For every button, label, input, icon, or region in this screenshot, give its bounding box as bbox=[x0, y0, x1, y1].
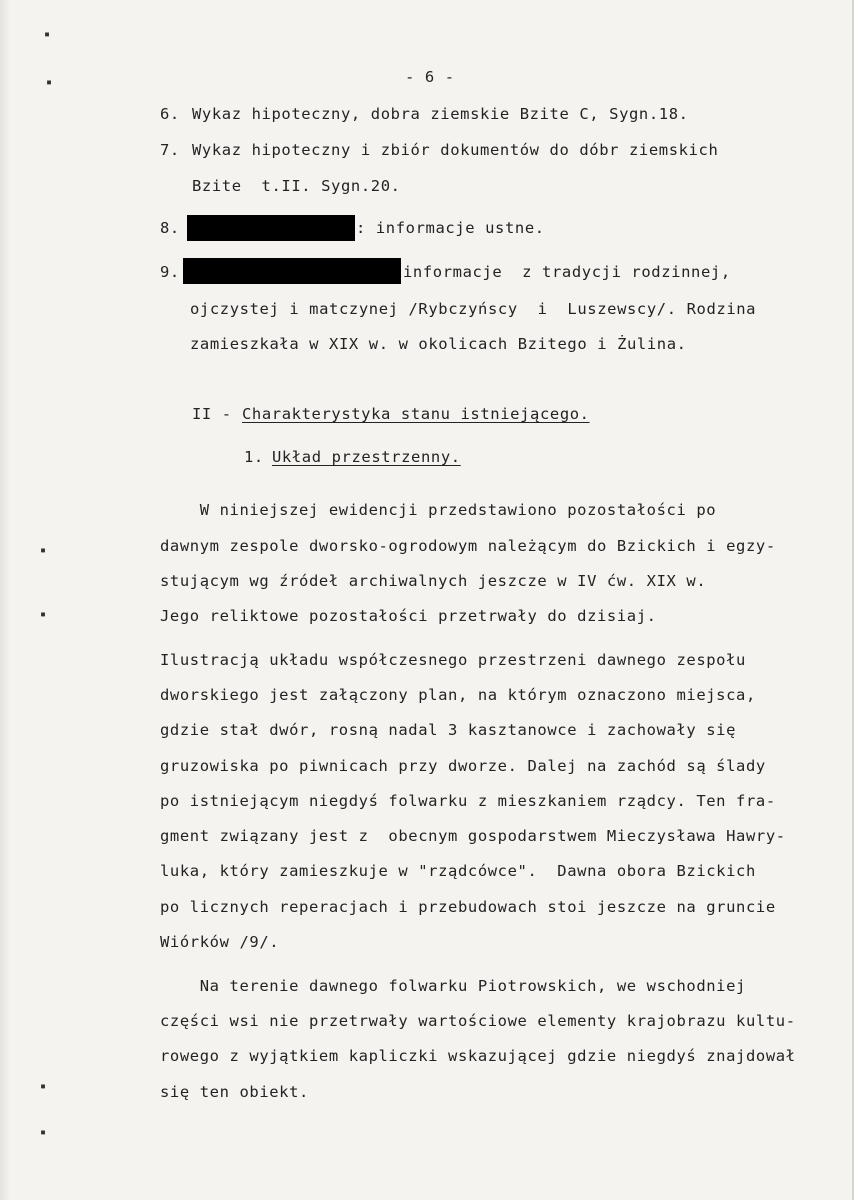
section-heading: Charakterystyka stanu istniejącego. bbox=[242, 405, 590, 423]
margin-mark: ▪ bbox=[44, 29, 51, 40]
paragraph-line: gdzie stał dwór, rosną nadal 3 kasztanowce i zachowały się bbox=[160, 721, 737, 739]
paragraph-line: rowego z wyjątkiem kapliczki wskazującej gdzie niegdyś znajdował bbox=[160, 1047, 796, 1065]
paragraph-line: dworskiego jest załączony plan, na którym oznaczono miejsca, bbox=[160, 686, 756, 704]
source-number: 6. bbox=[160, 105, 180, 123]
paragraph-line: się ten obiekt. bbox=[160, 1083, 309, 1101]
source-text: : informacje ustne. bbox=[356, 219, 545, 237]
paragraph-line: Na terenie dawnego folwarku Piotrowskich, we wschodniej bbox=[160, 977, 746, 995]
page-number: - 6 - bbox=[405, 68, 455, 86]
margin-mark: ▪ bbox=[40, 1127, 47, 1138]
source-text-continuation: zamieszkała w XIX w. w okolicach Bzitego i Żulina. bbox=[190, 335, 687, 353]
subsection-number: 1. bbox=[244, 448, 264, 466]
paragraph-line: po istniejącym niegdyś folwarku z mieszkaniem rządcy. Ten fra- bbox=[160, 792, 776, 810]
source-text-continuation: Bzite t.II. Sygn.20. bbox=[192, 177, 401, 195]
paragraph-line: gment związany jest z obecnym gospodarstwem Mieczysława Hawry- bbox=[160, 827, 786, 845]
paragraph-line: Jego reliktowe pozostałości przetrwały do dzisiaj. bbox=[160, 607, 657, 625]
paragraph-line: gruzowiska po piwnicach przy dworze. Dalej na zachód są ślady bbox=[160, 757, 766, 775]
redaction-bar bbox=[183, 258, 401, 284]
paragraph-line: po licznych reperacjach i przebudowach stoi jeszcze na gruncie bbox=[160, 898, 776, 916]
margin-mark: ▪ bbox=[40, 609, 47, 620]
margin-mark: ▪ bbox=[40, 545, 47, 556]
paragraph-line: Wiórków /9/. bbox=[160, 933, 280, 951]
margin-mark: ▪ bbox=[46, 77, 53, 88]
source-text: Wykaz hipoteczny, dobra ziemskie Bzite C, Sygn.18. bbox=[192, 105, 689, 123]
source-number: 8. bbox=[160, 219, 180, 237]
paragraph-line: dawnym zespole dworsko-ogrodowym należącym do Bzickich i egzy- bbox=[160, 537, 776, 555]
scan-edge-shadow bbox=[0, 0, 10, 1200]
paragraph-line: części wsi nie przetrwały wartościowe elementy krajobrazu kultu- bbox=[160, 1012, 796, 1030]
margin-mark: ▪ bbox=[40, 1081, 47, 1092]
source-text-continuation: ojczystej i matczynej /Rybczyńscy i Luszewscy/. Rodzina bbox=[190, 300, 757, 318]
subsection-heading: Układ przestrzenny. bbox=[272, 448, 461, 466]
source-number: 7. bbox=[160, 141, 180, 159]
section-number: II - bbox=[192, 405, 232, 423]
paragraph-line: stującym wg źródeł archiwalnych jeszcze w IV ćw. XIX w. bbox=[160, 572, 707, 590]
source-text: Wykaz hipoteczny i zbiór dokumentów do dóbr ziemskich bbox=[192, 141, 719, 159]
paragraph-line: W niniejszej ewidencji przedstawiono pozostałości po bbox=[160, 501, 717, 519]
paragraph-line: luka, który zamieszkuje w "rządcówce". Dawna obora Bzickich bbox=[160, 862, 756, 880]
paragraph-line: Ilustracją układu współczesnego przestrzeni dawnego zespołu bbox=[160, 651, 746, 669]
redaction-bar bbox=[187, 215, 355, 241]
source-text: informacje z tradycji rodzinnej, bbox=[403, 263, 731, 281]
source-number: 9. bbox=[160, 263, 180, 281]
